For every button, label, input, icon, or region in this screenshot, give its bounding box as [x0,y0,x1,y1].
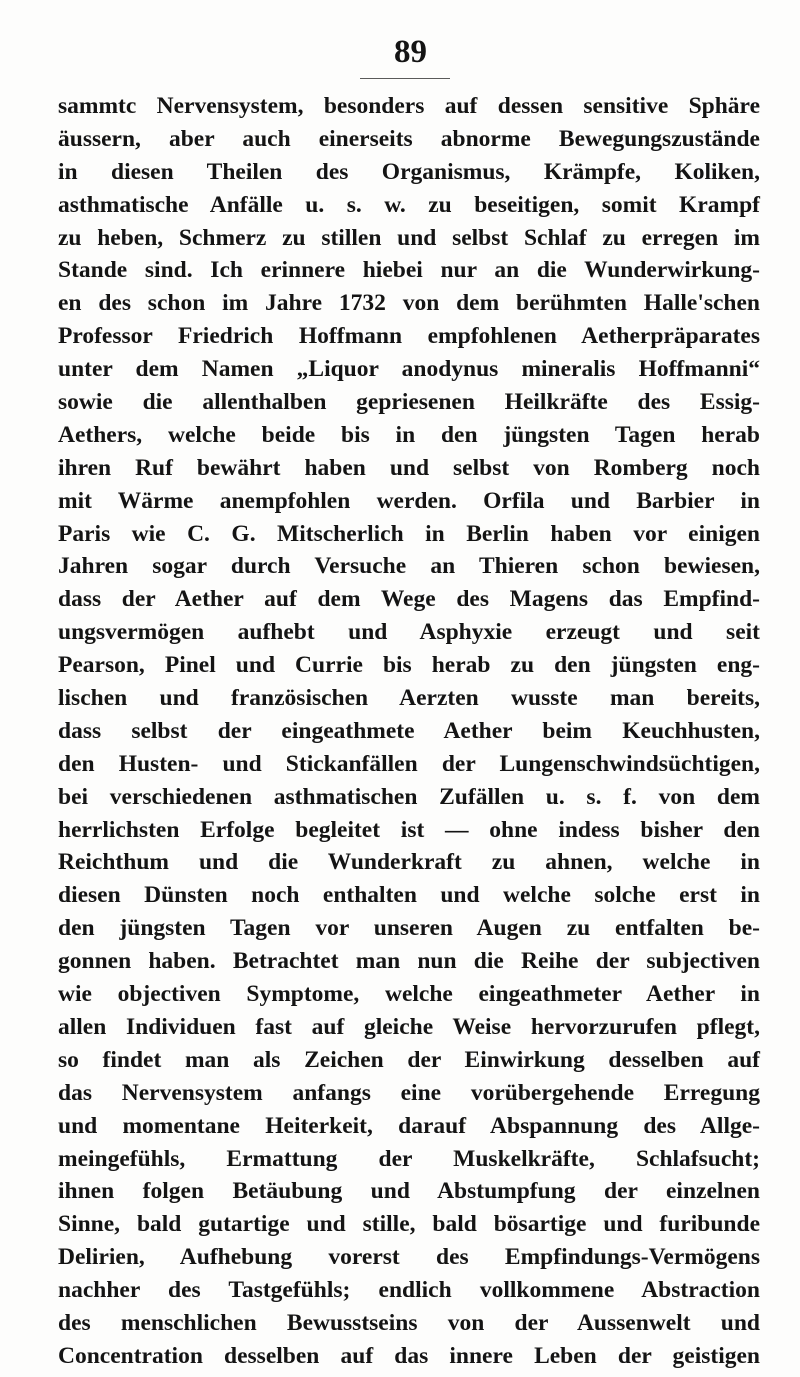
text-line: asthmatische Anfälle u. s. w. zu beseitigen, somit Krampf [58,191,760,218]
text-line: sammtc Nervensystem, besonders auf dessen sensitive Sphäre [58,93,760,119]
text-line: bei verschiedenen asthmatischen Zufällen u. s. f. von dem [58,783,760,810]
text-line: das Nervensystem anfangs eine vorübergehende Erregung [58,1079,760,1106]
header-rule [360,78,450,79]
text-line: unter dem Namen „Liquor anodynus mineralis Hoffmanni“ [58,356,760,383]
text-line: so findet man als Zeichen der Einwirkung desselben auf [58,1046,760,1073]
text-line: dass selbst der eingeathmete Aether beim Keuchhusten, [58,717,760,744]
text-line: ihren Ruf bewährt haben und selbst von Romberg noch [58,454,760,481]
text-line: mit Wärme anempfohlen werden. Orfila und Barbier in [58,487,760,514]
text-line: ihnen folgen Betäubung und Abstumpfung der einzelnen [58,1178,760,1205]
text-line: wie objectiven Symptome, welche eingeathmeter Aether in [58,981,760,1008]
page-number: 89 [394,34,427,70]
text-line: Stande sind. Ich erinnere hiebei nur an die Wunderwirkung- [58,257,760,284]
text-line: Jahren sogar durch Versuche an Thieren schon bewiesen, [58,553,760,580]
text-line: sowie die allenthalben gepriesenen Heilkräfte des Essig- [58,389,760,416]
text-line: und momentane Heiterkeit, darauf Abspannung des Allge- [58,1112,760,1139]
text-line: Professor Friedrich Hoffmann empfohlenen Aetherpräparates [58,323,760,350]
text-line: Sinne, bald gutartige und stille, bald bösartige und furibunde [58,1211,760,1238]
text-line: des menschlichen Bewusstseins von der Aussenwelt und [58,1309,760,1336]
text-line: Reichthum und die Wunderkraft zu ahnen, welche in [58,849,760,876]
text-line: herrlichsten Erfolge begleitet ist — ohne indess bisher den [58,816,760,843]
text-line: lischen und französischen Aerzten wusste man bereits, [58,685,760,712]
text-line: den Husten- und Stickanfällen der Lungenschwindsüchtigen, [58,750,760,777]
text-line: dass der Aether auf dem Wege des Magens das Empfind- [58,586,760,613]
text-line: allen Individuen fast auf gleiche Weise hervorzurufen pflegt, [58,1013,760,1040]
text-line: nachher des Tastgefühls; endlich vollkommene Abstraction [58,1277,760,1304]
body-text [58,90,760,1373]
text-line: in diesen Theilen des Organismus, Krämpfe, Koliken, [58,158,760,185]
text-line: äussern, aber auch einerseits abnorme Bewegungszustände [58,125,760,152]
text-line: Concentration desselben auf das innere Leben der geistigen [58,1342,760,1369]
text-line: Delirien, Aufhebung vorerst des Empfindungs-Vermögens [58,1244,760,1271]
text-line: zu heben, Schmerz zu stillen und selbst Schlaf zu erregen im [58,224,760,251]
text-line: en des schon im Jahre 1732 von dem berühmten Halle'schen [58,290,760,317]
text-line: Pearson, Pinel und Currie bis herab zu den jüngsten eng- [58,652,760,679]
text-line: Aethers, welche beide bis in den jüngsten Tagen herab [58,421,760,448]
text-line: Paris wie C. G. Mitscherlich in Berlin haben vor einigen [58,520,760,547]
text-line: diesen Dünsten noch enthalten und welche solche erst in [58,882,760,909]
text-line: ungsvermögen aufhebt und Asphyxie erzeugt und seit [58,619,760,646]
text-line: gonnen haben. Betrachtet man nun die Reihe der subjectiven [58,948,760,975]
text-line: meingefühls, Ermattung der Muskelkräfte, Schlafsucht; [58,1145,760,1172]
text-line: den jüngsten Tagen vor unseren Augen zu entfalten be- [58,915,760,942]
